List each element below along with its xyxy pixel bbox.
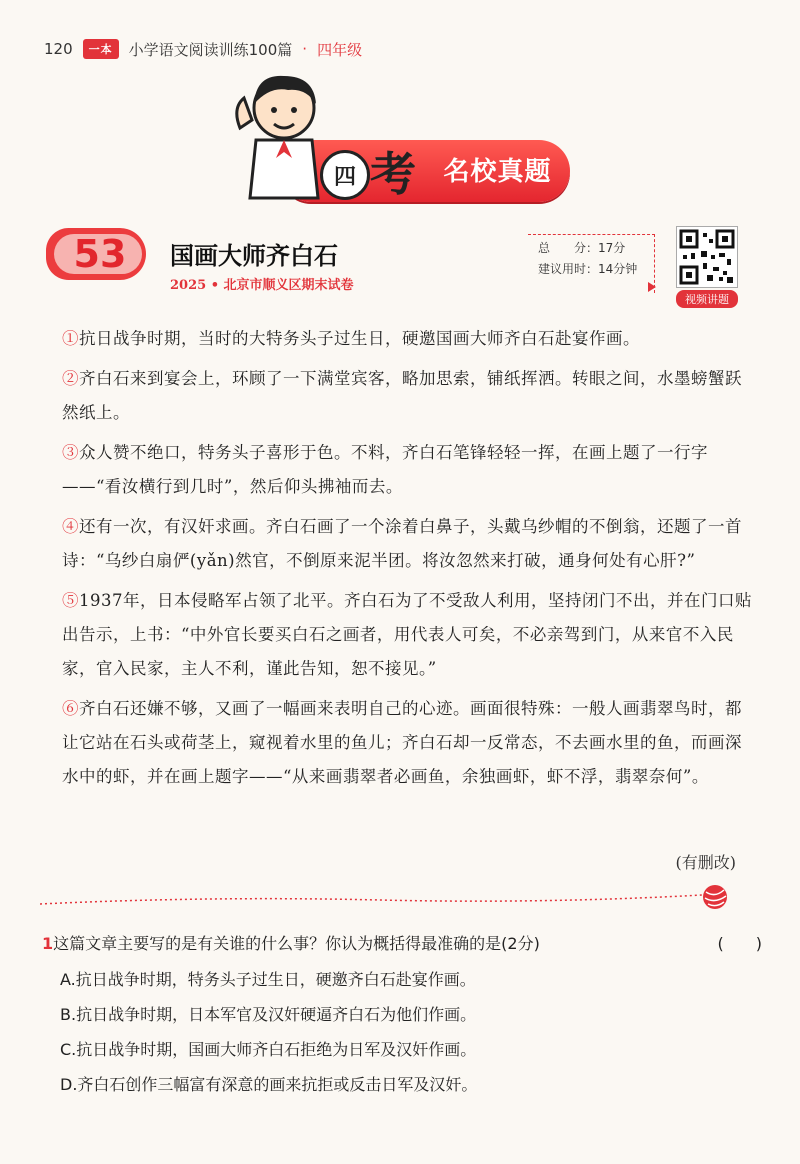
paragraph-text: 还有一次，有汉奸求画。齐白石画了一个涂着白鼻子，头戴乌纱帽的不倒翁，还题了一首诗：“乌纱白扇俨(yǎn)然官，不倒原来泥半团。将汝忽然来打破，通身何处有心肝?” bbox=[62, 517, 742, 570]
paragraph-4 bbox=[62, 510, 752, 578]
article-number: 53 bbox=[73, 232, 127, 276]
options-list bbox=[60, 962, 762, 1102]
paragraph-2 bbox=[62, 362, 752, 430]
book-title: 小学语文阅读训练100篇 bbox=[128, 40, 293, 59]
option-d[interactable]: D.齐白石创作三幅富有深意的画来抗拒或反击日军及汉奸。 bbox=[60, 1075, 478, 1094]
page-number: 120 bbox=[44, 40, 73, 58]
paragraph-text: 抗日战争时期，当时的大特务头子过生日，硬邀国画大师齐白石赴宴作画。 bbox=[79, 329, 640, 348]
paragraph-number: ⑤ bbox=[62, 591, 79, 610]
wavy-divider bbox=[40, 890, 720, 910]
yarn-ball-icon bbox=[700, 882, 730, 912]
option-c[interactable]: C.抗日战争时期，国画大师齐白石拒绝为日军及汉奸作画。 bbox=[60, 1040, 477, 1059]
paragraph-number: ⑥ bbox=[62, 699, 79, 718]
paragraph-text: 众人赞不绝口，特务头子喜形于色。不料，齐白石笔锋轻轻一挥，在画上题了一行字——“看汝横行到几时”，然后仰头拂袖而去。 bbox=[62, 443, 708, 496]
answer-blank[interactable]: ( ) bbox=[717, 934, 762, 953]
paragraph-number: ④ bbox=[62, 517, 79, 536]
section-banner bbox=[220, 68, 580, 218]
brand-logo: 一本 bbox=[83, 39, 119, 59]
paragraph-text: 齐白石来到宴会上，环顾了一下满堂宾客，略加思索，铺纸挥洒。转眼之间，水墨螃蟹跃然纸上。 bbox=[62, 369, 742, 422]
info-box bbox=[528, 234, 655, 293]
grade-label: 四年级 bbox=[317, 40, 363, 59]
page-header bbox=[44, 34, 362, 64]
banner-title: 名校真题 bbox=[443, 157, 552, 187]
paragraph-number: ③ bbox=[62, 443, 79, 462]
arrow-icon bbox=[648, 282, 656, 292]
paragraph-number: ① bbox=[62, 329, 79, 348]
paragraph-3 bbox=[62, 436, 752, 504]
article-source: 2025 • 北京市顺义区期末试卷 bbox=[170, 278, 354, 293]
paragraph-1 bbox=[62, 322, 752, 356]
banner-kao: 考 bbox=[370, 147, 416, 201]
option-b[interactable]: B.抗日战争时期，日本军官及汉奸硬逼齐白石为他们作画。 bbox=[60, 1005, 477, 1024]
question-text: 这篇文章主要写的是有关谁的什么事？你认为概括得最准确的是(2分) bbox=[53, 934, 540, 953]
question-stem bbox=[42, 928, 762, 960]
score-label: 总 分：17分 bbox=[538, 241, 626, 255]
video-lesson-label[interactable]: 视频讲题 bbox=[676, 290, 738, 308]
paragraph-text: 齐白石还嫌不够，又画了一幅画来表明自己的心迹。画面很特殊：一般人画翡翠鸟时，都让它站在石头或荷茎上，窥视着水里的鱼儿；齐白石却一反常态，不去画水里的鱼，而画深水中的虾，并在画上题字——“从来画翡翠者必画鱼，余独画虾，虾不浮，翡翠奈何”。 bbox=[62, 699, 742, 786]
edited-note: (有删改) bbox=[675, 853, 736, 872]
mascot-boy-icon bbox=[226, 68, 336, 208]
option-a[interactable]: A.抗日战争时期，特务头子过生日，硬邀齐白石赴宴作画。 bbox=[60, 970, 476, 989]
article-number-badge bbox=[46, 228, 150, 280]
question-1 bbox=[42, 928, 762, 1102]
paragraph-5 bbox=[62, 584, 752, 686]
article-title: 国画大师齐白石 bbox=[170, 241, 338, 270]
paragraph-6 bbox=[62, 692, 752, 794]
time-label: 建议用时：14分钟 bbox=[538, 262, 638, 276]
question-number: 1 bbox=[42, 934, 54, 953]
qr-code-icon[interactable] bbox=[676, 226, 738, 288]
header-separator: · bbox=[302, 40, 308, 58]
banner-four-circle: 四 bbox=[320, 150, 370, 200]
article-body bbox=[62, 322, 752, 800]
paragraph-text: 1937年，日本侵略军占领了北平。齐白石为了不受敌人利用，坚持闭门不出，并在门口贴出告示，上书：“中外官长要买白石之画者，用代表人可矣，不必亲驾到门，从来官不入民家，官入民家，主人不利，谨此告知，恕不接见。” bbox=[62, 591, 752, 678]
paragraph-number: ② bbox=[62, 369, 79, 388]
